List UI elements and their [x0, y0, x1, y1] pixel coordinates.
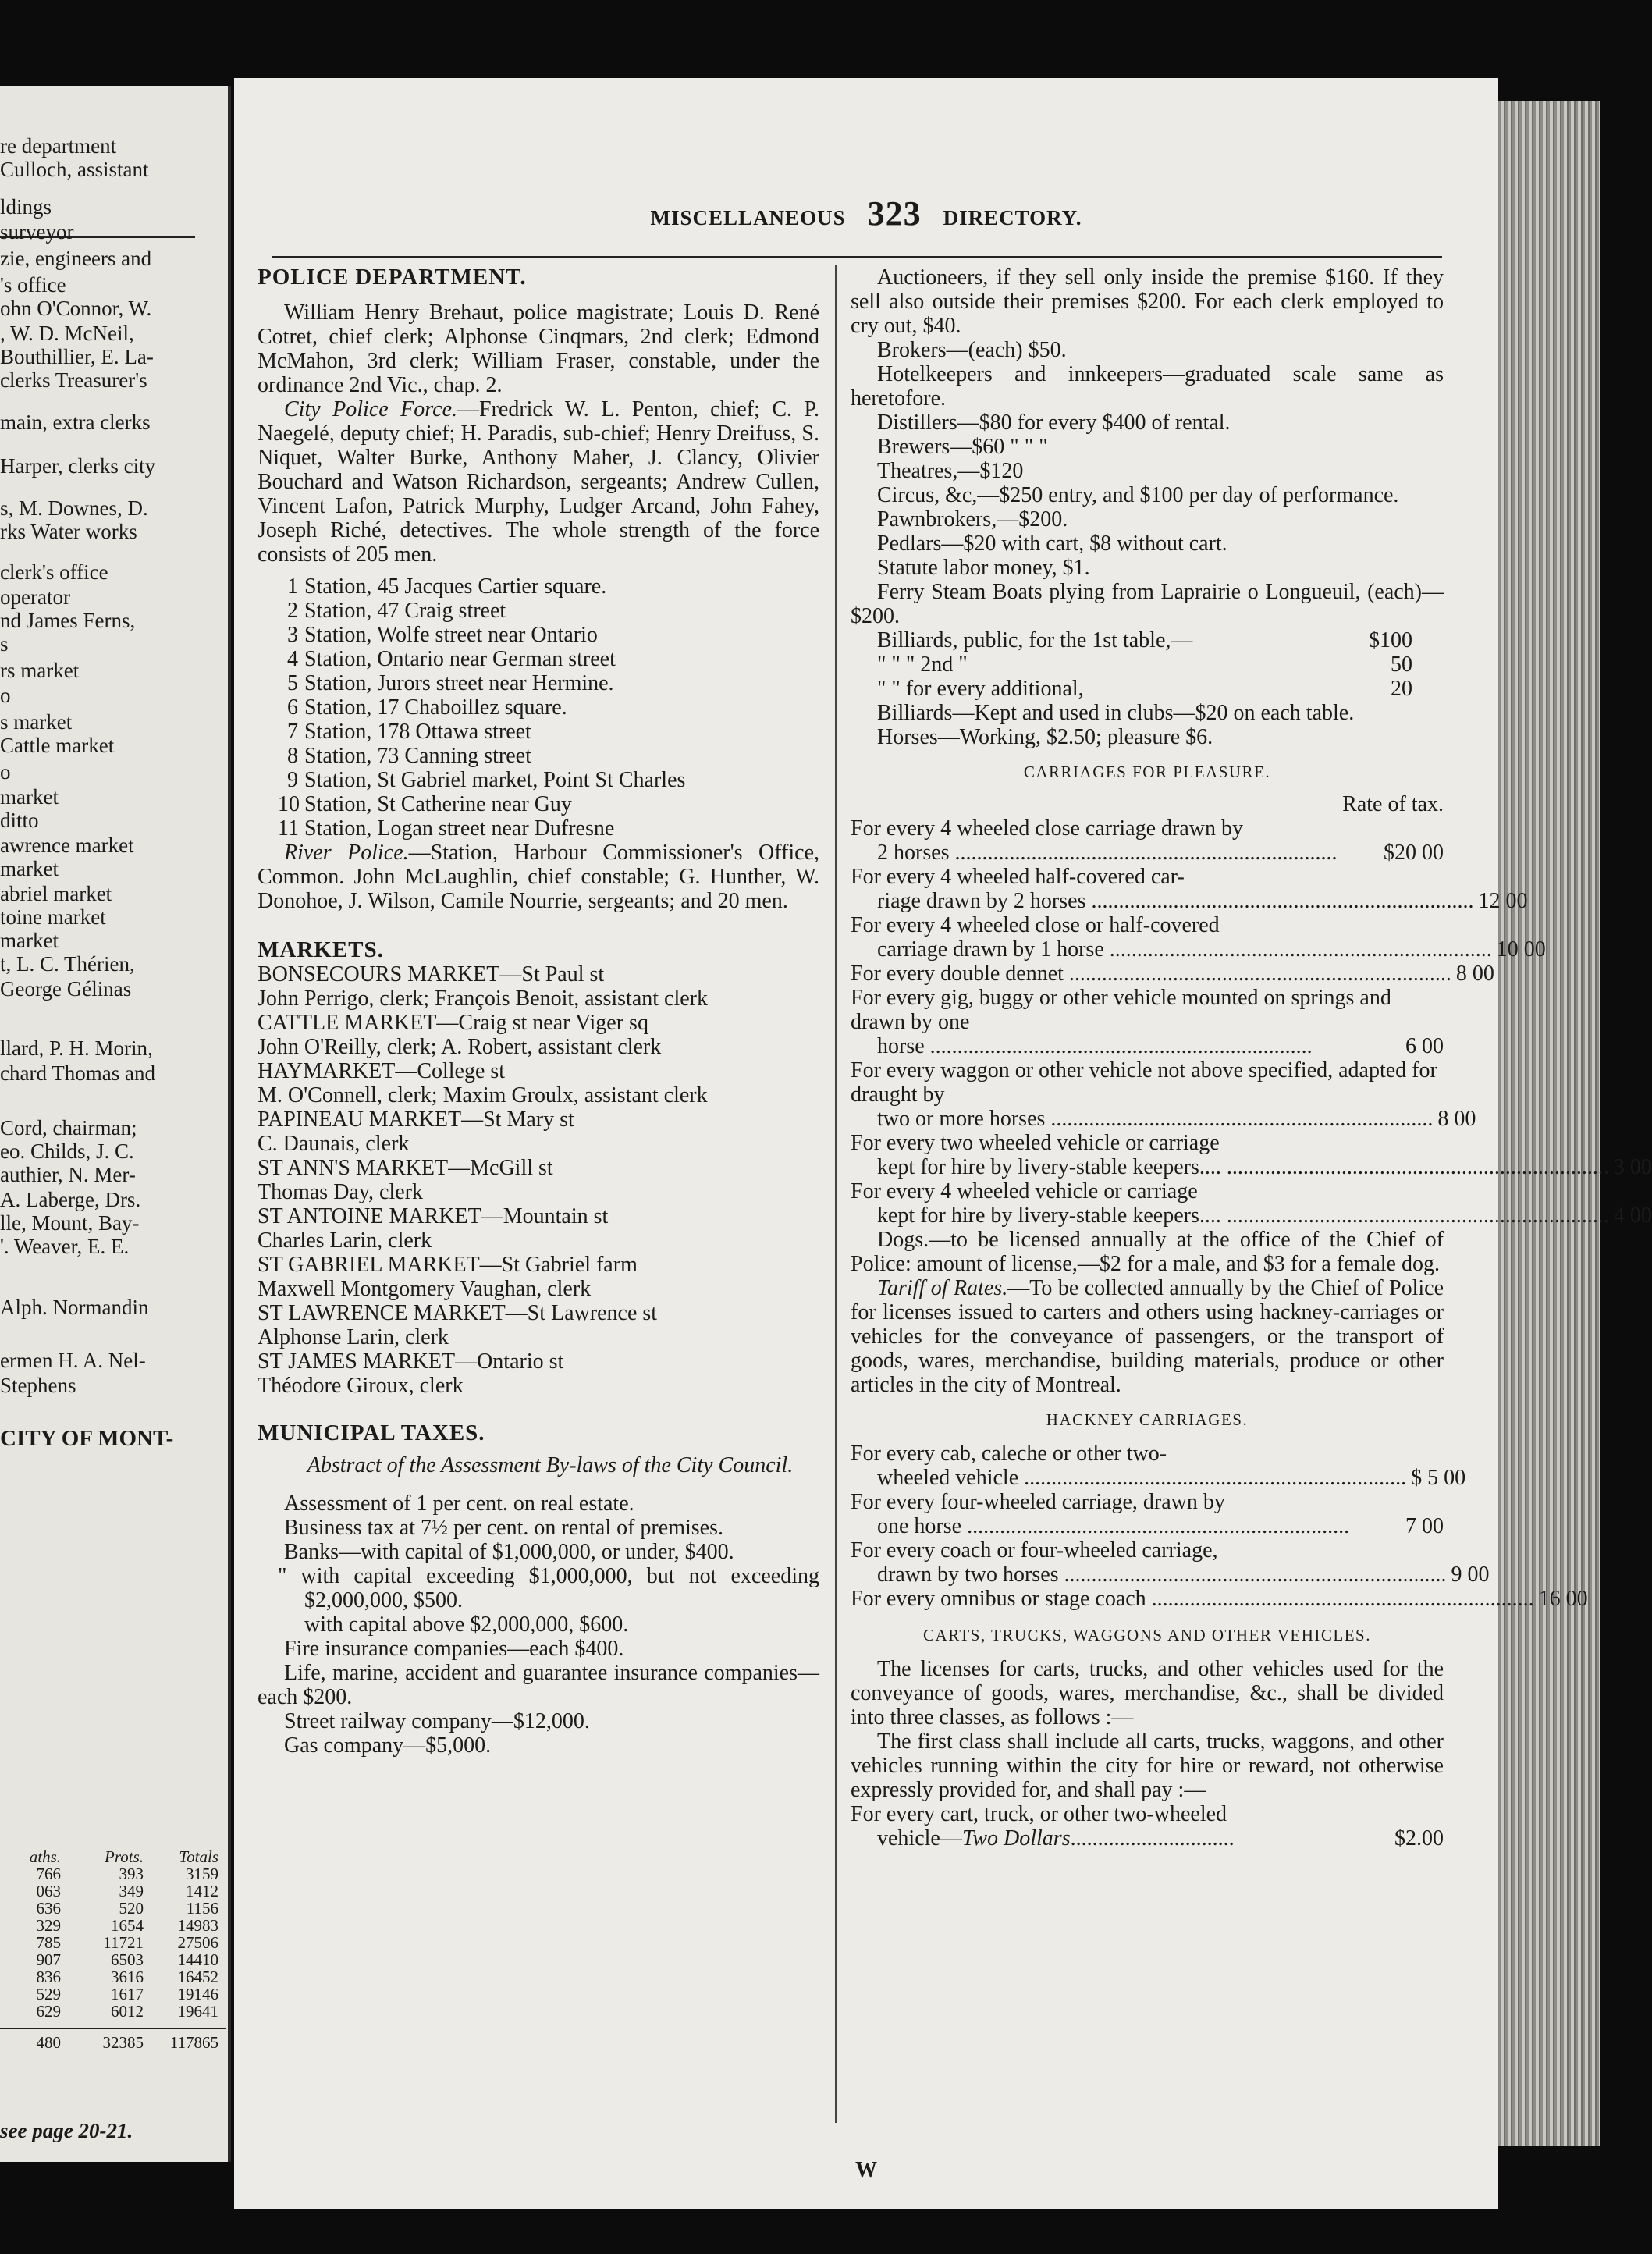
- carts-final-last: vehicle—: [877, 1826, 962, 1850]
- facing-page-line: main, extra clerks: [0, 411, 151, 434]
- police-force-label: City Police Force.: [284, 397, 457, 421]
- tax-line: Gas company—$5,000.: [284, 1733, 492, 1758]
- facing-page-line: o: [0, 684, 11, 707]
- station-number: 9: [287, 768, 298, 792]
- tax-item-amount: $ 5 00: [1411, 1466, 1466, 1490]
- tax-item-amount: 10 00: [1496, 937, 1546, 962]
- tax-item-row: [851, 1155, 1652, 1179]
- dot-leader: ......................................................................: [1220, 1155, 1609, 1179]
- tax-item-desc: For every waggon or other vehicle not above specified, adapted for draught by: [851, 1058, 1437, 1107]
- market-name: ST GABRIEL MARKET—St Gabriel farm: [258, 1253, 638, 1277]
- station-number: 4: [287, 647, 298, 671]
- tax-item-amount: 9 00: [1451, 1563, 1490, 1587]
- station-item: [258, 768, 819, 792]
- billiards-clubs: Billiards—Kept and used in clubs—$20 on each table.: [877, 701, 1355, 725]
- signature-mark: W: [855, 2158, 877, 2182]
- tax-item-text: kept for hire by livery-stable keepers....: [877, 1203, 1221, 1228]
- station-item: [258, 671, 819, 695]
- table-cell: 393: [119, 1865, 144, 1883]
- market-name: HAYMARKET—College st: [258, 1059, 506, 1083]
- tax-line: Life, marine, accident and guarantee insurance companies—each $200.: [258, 1661, 819, 1709]
- tax-item-text: horse: [877, 1034, 925, 1058]
- tax-item-text: carriage drawn by 1 horse: [877, 937, 1104, 962]
- dot-leader: ......................................................................: [1063, 962, 1451, 986]
- facing-page-line: s: [0, 632, 9, 656]
- facing-page-line: eo. Childs, J. C.: [0, 1139, 134, 1163]
- tax-line: Fire insurance companies—each $400.: [284, 1637, 624, 1661]
- table-row: [0, 1986, 226, 2003]
- tax-item: [851, 962, 1494, 986]
- tax-item: [851, 1442, 1466, 1490]
- station-number: 3: [287, 623, 298, 647]
- facing-page-line: Culloch, assistant: [0, 158, 149, 181]
- facing-page-line: '. Weaver, E. E.: [0, 1235, 130, 1258]
- facing-page-line: ditto: [0, 809, 39, 832]
- tax-item-row: [851, 962, 1494, 986]
- tax-item-row: [851, 937, 1546, 962]
- station-item: [258, 695, 819, 720]
- dogs-license: Dogs.—to be licensed annually at the office of the Chief of Police: amount of license,—$2 for a male, and $3 for a female dog.: [851, 1228, 1444, 1276]
- header-right: DIRECTORY.: [943, 206, 1082, 229]
- tax-item-amount: 7 00: [1405, 1514, 1444, 1538]
- table-cell: 19641: [177, 2002, 218, 2021]
- tax-item: [851, 1490, 1444, 1538]
- station-list: [258, 574, 819, 841]
- license-line: Circus, &c,—$250 entry, and $100 per day of performance.: [877, 483, 1399, 507]
- tax-item: [851, 1587, 1588, 1611]
- station-text: Station, 45 Jacques Cartier square.: [304, 574, 607, 599]
- table-cell: 6012: [111, 2002, 144, 2021]
- license-list: [851, 265, 1444, 628]
- table-cell: 3616: [111, 1968, 144, 1986]
- station-number: 5: [287, 671, 298, 695]
- station-text: Station, 47 Craig street: [304, 599, 506, 623]
- tax-item-row: [851, 1587, 1588, 1611]
- table-row: [0, 1968, 226, 1986]
- page-number: 323: [867, 194, 922, 233]
- police-intro: William Henry Brehaut, police magistrate; Louis D. René Cotret, chief clerk; Alphonse Cinqmars, 2nd clerk; Edmond McMahon, 3rd clerk; William Fraser, constable, under the ordinance 2nd Vic., chap. 2.: [258, 300, 819, 397]
- tax-item-desc: For every cab, caleche or other two-: [851, 1442, 1167, 1466]
- market-name: ST LAWRENCE MARKET—St Lawrence st: [258, 1301, 658, 1325]
- facing-page-line: s market: [0, 710, 73, 734]
- license-line: Statute labor money, $1.: [877, 556, 1090, 580]
- facing-page-line: CITY OF MONT-: [0, 1426, 174, 1451]
- tax-item-desc: For every two wheeled vehicle or carriage: [851, 1131, 1220, 1155]
- facing-page-line: clerk's office: [0, 560, 108, 584]
- tax-item-row: [851, 1563, 1490, 1587]
- facing-page-line: chard Thomas and: [0, 1061, 155, 1085]
- market-list: [258, 962, 819, 1398]
- tax-item-amount: 8 00: [1437, 1107, 1476, 1131]
- facing-page-line: authier, N. Mer-: [0, 1163, 136, 1186]
- dot-leader: ......................................................................: [924, 1034, 1313, 1058]
- station-item: [258, 792, 819, 816]
- facing-page-line: nd James Ferns,: [0, 609, 136, 632]
- police-force-text: —Fredrick W. L. Penton, chief; C. P. Naegelé, deputy chief; H. Paradis, sub-chief; Henry Dreifuss, S. Niquet, Walter Burke, Anthony Maher, J. Clancy, Olivier Bouchard and Watson Richardson, sergeants; Andrew Cullen, Vincent Lafon, Patrick Murphy, Ludger Arcand, John Fahey, Joseph Riché, detectives. The whole strength of the force consists of 205 men.: [258, 397, 819, 567]
- facing-page-line: t, L. C. Thérien,: [0, 952, 135, 976]
- tax-item-label: [877, 1203, 1609, 1228]
- carriages-heading: CARRIAGES FOR PLEASURE.: [1023, 763, 1271, 781]
- table-cell: 3159: [186, 1865, 218, 1883]
- tax-item-text: For every omnibus or stage coach: [851, 1587, 1146, 1611]
- tax-item-desc: For every 4 wheeled close or half-covered: [851, 913, 1220, 937]
- carts-intro: The licenses for carts, trucks, and other vehicles used for the conveyance of goods, wares, merchandise, &c., shall be divided into three classes, as follows :—: [851, 1657, 1444, 1730]
- facing-page-line: clerks Treasurer's: [0, 368, 147, 392]
- tax-item: [851, 1538, 1490, 1587]
- tax-item-desc: For every 4 wheeled close carriage drawn by: [851, 816, 1244, 841]
- horses-tax: Horses—Working, $2.50; pleasure $6.: [877, 725, 1213, 749]
- dot-leader: ......................................................................: [1058, 1563, 1447, 1587]
- tax-item-text: 2 horses: [877, 841, 950, 865]
- facing-page-line: surveyor: [0, 220, 74, 244]
- tax-item-text: two or more horses: [877, 1107, 1046, 1131]
- station-text: Station, Wolfe street near Ontario: [304, 623, 598, 647]
- tax-item: [851, 865, 1528, 913]
- river-police-label: River Police.: [284, 841, 409, 865]
- billiards-list: [851, 628, 1444, 701]
- river-police: [258, 841, 819, 913]
- station-number: 6: [287, 695, 298, 720]
- taxes-heading: MUNICIPAL TAXES.: [258, 1420, 485, 1445]
- dot-leader: ......................................................................: [1018, 1466, 1407, 1490]
- station-number: 10: [278, 792, 300, 816]
- station-text: Station, 178 Ottawa street: [304, 720, 531, 744]
- facing-page: [0, 86, 231, 2162]
- facing-page-line: 's office: [0, 273, 66, 297]
- billiards-amount: $100: [1369, 628, 1412, 652]
- facing-page-line: market: [0, 857, 59, 880]
- tax-item-label: [877, 1563, 1447, 1587]
- tariff-label: Tariff of Rates.: [877, 1276, 1008, 1300]
- tax-item-amount: 4 00: [1613, 1203, 1652, 1228]
- tax-line: Street railway company—$12,000.: [284, 1709, 590, 1733]
- tax-item: [851, 1058, 1476, 1131]
- tax-item-row: [851, 889, 1528, 913]
- tax-item-desc: For every 4 wheeled half-covered car-: [851, 865, 1185, 889]
- tax-item-text: riage drawn by 2 horses: [877, 889, 1086, 913]
- carts-final-item: For every cart, truck, or other two-wheeled vehicle—Two Dollars.............................. $2.00: [851, 1802, 1444, 1850]
- tax-item-amount: 3 00: [1613, 1155, 1652, 1179]
- tax-item-row: [851, 1034, 1444, 1058]
- table-cell: 14983: [177, 1916, 218, 1935]
- market-staff: John Perrigo, clerk; François Benoit, assistant clerk: [258, 987, 708, 1011]
- market-staff: Charles Larin, clerk: [258, 1228, 432, 1253]
- table-cell: 27506: [177, 1933, 218, 1952]
- market-staff: John O'Reilly, clerk; A. Robert, assistant clerk: [258, 1035, 662, 1059]
- license-line: Pedlars—$20 with cart, $8 without cart.: [877, 532, 1227, 556]
- carts-final-first: For every cart, truck, or other two-wheeled: [851, 1802, 1227, 1826]
- station-text: Station, 73 Canning street: [304, 744, 531, 768]
- table-row: [0, 1882, 226, 1900]
- tax-item-label: [877, 1034, 1401, 1058]
- dot-leader: ......................................................................: [1146, 1587, 1534, 1611]
- station-number: 8: [287, 744, 298, 768]
- tax-item-row: [851, 841, 1444, 865]
- table-cell: 1654: [111, 1916, 144, 1935]
- billiards-row: [851, 652, 1444, 677]
- table-row: [0, 1900, 226, 1917]
- facing-page-line: A. Laberge, Drs.: [0, 1188, 141, 1211]
- directory-page: [234, 78, 1652, 2209]
- dot-leader: ......................................................................: [1085, 889, 1474, 913]
- rate-heading: Rate of tax.: [1342, 792, 1444, 816]
- right-column: [851, 265, 1652, 1850]
- facing-page-line: George Gélinas: [0, 977, 132, 1001]
- facing-page-line: o: [0, 760, 11, 784]
- facing-page-line: Harper, clerks city: [0, 454, 156, 478]
- billiards-row: [851, 677, 1444, 701]
- facing-page-line: lle, Mount, Bay-: [0, 1211, 140, 1235]
- facing-page-line: rks Water works: [0, 520, 137, 543]
- station-item: [258, 574, 819, 599]
- tax-item-amount: 8 00: [1455, 962, 1494, 986]
- market-staff: Théodore Giroux, clerk: [258, 1374, 464, 1398]
- table-row: [0, 1917, 226, 1934]
- station-text: Station, 17 Chaboillez square.: [304, 695, 567, 720]
- facing-page-line: operator: [0, 585, 70, 609]
- hackney-tax-list: [851, 1442, 1588, 1611]
- markets-heading: MARKETS.: [258, 937, 384, 962]
- market-name: BONSECOURS MARKET—St Paul st: [258, 962, 605, 987]
- station-item: [258, 720, 819, 744]
- facing-page-line: re department: [0, 134, 117, 158]
- tax-item-text: kept for hire by livery-stable keepers....: [877, 1155, 1221, 1179]
- tax-item-text: one horse: [877, 1514, 962, 1538]
- station-item: [258, 599, 819, 623]
- table-cell: 14410: [177, 1950, 218, 1969]
- station-text: Station, Ontario near German street: [304, 647, 616, 671]
- license-line: Auctioneers, if they sell only inside the premise $160. If they sell also outside their premises $200. For each clerk employed to cry out, $40.: [851, 265, 1444, 338]
- tax-list: [258, 1491, 819, 1758]
- table-cell: 520: [119, 1899, 144, 1918]
- station-text: Station, Logan street near Dufresne: [304, 816, 615, 841]
- dot-leader: ......................................................................: [1045, 1107, 1434, 1131]
- tax-line: " with capital exceeding $1,000,000, but not exceeding $2,000,000, $500.: [278, 1564, 819, 1612]
- station-text: Station, Jurors street near Hermine.: [304, 671, 614, 695]
- dot-leader: ......................................................................: [1220, 1203, 1609, 1228]
- table-cell: 785: [36, 1933, 61, 1952]
- facing-page-line: Alph. Normandin: [0, 1296, 149, 1319]
- table-cell: 349: [119, 1882, 144, 1900]
- facing-page-line: Cord, chairman;: [0, 1116, 137, 1139]
- police-force: [258, 397, 819, 567]
- tax-item-row: [851, 1514, 1444, 1538]
- tariff-of-rates: [851, 1276, 1444, 1397]
- license-line: Pawnbrokers,—$200.: [877, 507, 1068, 532]
- tax-line: with capital above $2,000,000, $600.: [304, 1612, 629, 1637]
- facing-page-line: market: [0, 929, 59, 952]
- table-row: [0, 1934, 226, 1951]
- table-cell: 529: [36, 1985, 61, 2003]
- facing-page-line: rs market: [0, 659, 80, 682]
- facing-page-line: , W. D. McNeil,: [0, 322, 134, 345]
- facing-page-line: zie, engineers and: [0, 247, 152, 270]
- facing-page-line: Stephens: [0, 1374, 76, 1397]
- tax-item-amount: $20 00: [1384, 841, 1444, 865]
- facing-page-line: ermen H. A. Nel-: [0, 1349, 146, 1372]
- tax-item-amount: 6 00: [1405, 1034, 1444, 1058]
- market-name: ST ANN'S MARKET—McGill st: [258, 1156, 553, 1180]
- tax-item-label: [851, 962, 1451, 986]
- license-line: Hotelkeepers and innkeepers—graduated scale same as heretofore.: [851, 362, 1444, 411]
- hackney-heading: HACKNEY CARRIAGES.: [1046, 1410, 1249, 1429]
- taxes-subtitle: Abstract of the Assessment By-laws of the City Council.: [307, 1453, 794, 1477]
- tax-item-label: [877, 1107, 1433, 1131]
- dot-leader: ......................................................................: [1103, 937, 1492, 962]
- station-text: Station, St Catherine near Guy: [304, 792, 572, 816]
- license-line: Brokers—(each) $50.: [877, 338, 1067, 362]
- market-name: ST JAMES MARKET—Ontario st: [258, 1349, 564, 1374]
- facing-page-line: llard, P. H. Morin,: [0, 1036, 153, 1060]
- table-cell: 329: [36, 1916, 61, 1935]
- tax-item-label: [877, 1466, 1406, 1490]
- tax-line: Business tax at 7½ per cent. on rental of premises.: [284, 1516, 723, 1540]
- facing-page-line: ldings: [0, 195, 52, 219]
- carts-final-amount: $2.00: [1394, 1826, 1444, 1850]
- tax-item-row: [851, 1203, 1652, 1228]
- facing-page-line: Cattle market: [0, 734, 115, 757]
- table-cell: 629: [36, 2002, 61, 2021]
- facing-page-line: ohn O'Connor, W.: [0, 297, 152, 320]
- market-staff: M. O'Connell, clerk; Maxim Groulx, assistant clerk: [258, 1083, 708, 1107]
- table-cell: 1412: [186, 1882, 218, 1900]
- table-cell: 636: [36, 1899, 61, 1918]
- tax-item-text: wheeled vehicle: [877, 1466, 1019, 1490]
- river-police-text: —Station, Harbour Commissioner's Office, Common. John McLaughlin, chief constable; G. Hunther, W. Donohoe, J. Wilson, Camile Nourrie, sergeants; and 20 men.: [258, 841, 819, 913]
- table-cell: 11721: [103, 1933, 144, 1952]
- table-cell: 907: [36, 1950, 61, 1969]
- station-number: 1: [287, 574, 298, 599]
- billiards-label: Billiards, public, for the 1st table,—: [877, 628, 1193, 652]
- tax-item-label: [877, 1155, 1609, 1179]
- table-cell: 1156: [186, 1899, 218, 1918]
- license-line: Ferry Steam Boats plying from Laprairie o Longueuil, (each)—$200.: [851, 580, 1444, 628]
- table-cell: 6503: [111, 1950, 144, 1969]
- tax-item-label: [877, 841, 1379, 865]
- tax-item-desc: For every coach or four-wheeled carriage,: [851, 1538, 1218, 1563]
- tax-item: [851, 816, 1444, 865]
- market-staff: Alphonse Larin, clerk: [258, 1325, 449, 1349]
- facing-page-table: [0, 1848, 226, 2051]
- tax-item-label: [877, 937, 1492, 962]
- tax-item-desc: For every 4 wheeled vehicle or carriage: [851, 1179, 1198, 1203]
- market-name: ST ANTOINE MARKET—Mountain st: [258, 1204, 609, 1228]
- market-staff: Thomas Day, clerk: [258, 1180, 423, 1204]
- tax-item: [851, 986, 1444, 1058]
- carriage-tax-list: [851, 816, 1652, 1228]
- license-line: Brewers—$60 " " ": [877, 435, 1048, 459]
- tax-item-desc: For every four-wheeled carriage, drawn by: [851, 1490, 1225, 1514]
- facing-page-line: toine market: [0, 905, 106, 929]
- facing-page-line: Bouthillier, E. La-: [0, 345, 154, 368]
- table-cell: 766: [36, 1865, 61, 1883]
- facing-page-note: see page 20-21.: [0, 2119, 133, 2142]
- tax-item-text: drawn by two horses: [877, 1563, 1059, 1587]
- tax-item-amount: 12 00: [1478, 889, 1528, 913]
- tax-line: Banks—with capital of $1,000,000, or under, $400.: [284, 1540, 734, 1564]
- running-header: [234, 194, 1498, 233]
- tax-line: Assessment of 1 per cent. on real estate.: [284, 1491, 634, 1516]
- billiards-label: " " " 2nd ": [877, 652, 968, 677]
- tariff-text: —To be collected annually by the Chief of Police for licenses issued to carters and others using hackney-carriages or vehicles for the conveyance of passengers, or the transport of goods, wares, merchandise, building materials, produce or other articles in the city of Montreal.: [851, 1276, 1444, 1397]
- table-cell: 19146: [177, 1985, 218, 2003]
- tax-item-row: [851, 1466, 1466, 1490]
- carts-first-class: The first class shall include all carts, trucks, waggons, and other vehicles running within the city for hire or reward, not otherwise expressly provided for, and shall pay :—: [851, 1730, 1444, 1802]
- tax-item: [851, 1179, 1652, 1228]
- station-item: [258, 816, 819, 841]
- table-cell: 063: [36, 1882, 61, 1900]
- tax-item-row: [851, 1107, 1476, 1131]
- market-name: PAPINEAU MARKET—St Mary st: [258, 1107, 574, 1132]
- table-row: [0, 1951, 226, 1968]
- facing-page-line: awrence market: [0, 834, 134, 857]
- table-row: [0, 1865, 226, 1882]
- carts-final-italic: Two Dollars: [961, 1826, 1071, 1850]
- header-rule: [272, 256, 1442, 258]
- dot-leader: ......................................................................: [949, 841, 1338, 865]
- facing-page-line: abriel market: [0, 882, 112, 905]
- license-line: Distillers—$80 for every $400 of rental.: [877, 411, 1231, 435]
- table-cell: 836: [36, 1968, 61, 1986]
- station-number: 7: [287, 720, 298, 744]
- carts-heading: CARTS, TRUCKS, WAGGONS AND OTHER VEHICLES.: [923, 1626, 1371, 1644]
- station-number: 2: [287, 599, 298, 623]
- table-total-row: 480 32385 117865: [0, 2028, 226, 2051]
- tax-item-label: [877, 1514, 1401, 1538]
- billiards-row: [851, 628, 1444, 652]
- market-name: CATTLE MARKET—Craig st near Viger sq: [258, 1011, 648, 1035]
- station-item: [258, 744, 819, 768]
- tax-item: [851, 1131, 1652, 1179]
- dot-leader: ......................................................................: [961, 1514, 1350, 1538]
- station-item: [258, 647, 819, 671]
- facing-page-line: market: [0, 785, 59, 809]
- tax-item-desc: For every gig, buggy or other vehicle mounted on springs and drawn by one: [851, 986, 1391, 1034]
- table-cell: 1617: [111, 1985, 144, 2003]
- tax-item-label: [877, 889, 1473, 913]
- market-staff: C. Daunais, clerk: [258, 1132, 410, 1156]
- table-cell: 16452: [177, 1968, 218, 1986]
- billiards-amount: 50: [1391, 652, 1412, 677]
- table-row: [0, 2003, 226, 2020]
- station-text: Station, St Gabriel market, Point St Charles: [304, 768, 686, 792]
- tax-item-text: For every double dennet: [851, 962, 1064, 986]
- table-header-row: aths. Prots. Totals: [29, 1847, 218, 1866]
- police-heading: POLICE DEPARTMENT.: [258, 265, 527, 290]
- table-rows: [0, 1865, 226, 2020]
- billiards-amount: 20: [1391, 677, 1412, 701]
- billiards-label: " " for every additional,: [877, 677, 1084, 701]
- left-column: [258, 265, 819, 1758]
- market-staff: Maxwell Montgomery Vaughan, clerk: [258, 1277, 592, 1301]
- page-edge-stack: [1498, 101, 1600, 2146]
- column-divider: [835, 265, 837, 2123]
- header-left: MISCELLANEOUS: [650, 206, 846, 229]
- tax-item-label: [851, 1587, 1534, 1611]
- tax-item: [851, 913, 1546, 962]
- station-item: [258, 623, 819, 647]
- license-line: Theatres,—$120: [877, 459, 1024, 483]
- station-number: 11: [278, 816, 299, 841]
- tax-item-amount: 16 00: [1538, 1587, 1588, 1611]
- facing-page-line: s, M. Downes, D.: [0, 496, 148, 520]
